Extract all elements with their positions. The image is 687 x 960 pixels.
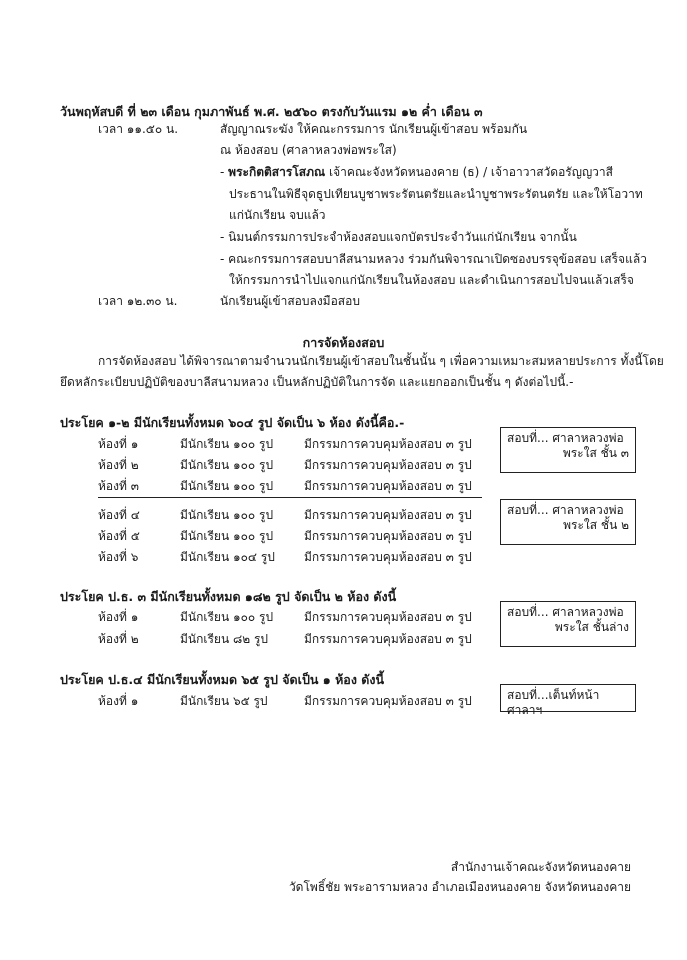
- intro-line: การจัดห้องสอบ ได้พิจารณาตามจำนวนนักเรียนผู้เข้าสอบในชั้นนั้น ๆ เพื่อความเหมาะสมหลายประการ ทั้งนี้โดย: [98, 354, 664, 368]
- room-proctors: มีกรรมการควบคุมห้องสอบ ๓ รูป: [304, 550, 472, 564]
- room-label: ห้องที่ ๒: [98, 632, 139, 646]
- footer-temple: วัดโพธิ์ชัย พระอารามหลวง อำเภอเมืองหนองคาย จังหวัดหนองคาย: [288, 880, 631, 894]
- exam-location-box: [500, 499, 636, 545]
- room-label: ห้องที่ ๓: [98, 479, 139, 493]
- footer-office: สำนักงานเจ้าคณะจังหวัดหนองคาย: [450, 860, 631, 874]
- bullet-committee: [220, 252, 647, 267]
- room-students: มีนักเรียน ๑๐๐ รูป: [180, 610, 274, 624]
- group-heading: ประโยค ๑-๒ มีนักเรียนทั้งหมด ๖๐๔ รูป จัดเป็น ๖ ห้อง ดังนี้คือ.-: [60, 415, 405, 430]
- bullet-dash: -: [220, 252, 229, 266]
- section-title: การจัดห้องสอบ: [302, 335, 385, 350]
- room-proctors: มีกรรมการควบคุมห้องสอบ ๓ รูป: [304, 694, 472, 708]
- time-1150: เวลา ๑๑.๕๐ น.: [98, 122, 179, 136]
- group-heading: ประโยค ป.ธ.๔ มีนักเรียนทั้งหมด ๖๕ รูป จัดเป็น ๑ ห้อง ดังนี้: [60, 672, 385, 687]
- room-label: ห้องที่ ๑: [98, 437, 139, 451]
- room-label: ห้องที่ ๑: [98, 610, 139, 624]
- location-line: พระใส ชั้นล่าง: [554, 620, 629, 634]
- schedule-line: สัญญาณระฆัง ให้คณะกรรมการ นักเรียนผู้เข้าสอบ พร้อมกัน: [220, 122, 528, 136]
- room-proctors: มีกรรมการควบคุมห้องสอบ ๓ รูป: [304, 437, 472, 451]
- schedule-line: ณ ห้องสอบ (ศาลาหลวงพ่อพระใส): [220, 143, 397, 157]
- location-line: สอบที่... ศาลาหลวงพ่อ: [507, 431, 624, 445]
- room-students: มีนักเรียน ๑๐๐ รูป: [180, 508, 274, 522]
- room-label: ห้องที่ ๕: [98, 529, 140, 543]
- room-label: ห้องที่ ๑: [98, 694, 139, 708]
- intro-line: ยึดหลักระเบียบปฏิบัติของบาลีสนามหลวง เป็นหลักปฏิบัติในการจัด และแยกออกเป็นชั้น ๆ ดังต่อไปนี้.-: [60, 375, 574, 389]
- room-students: มีนักเรียน ๑๐๐ รูป: [180, 437, 274, 451]
- room-students: มีนักเรียน ๘๒ รูป: [180, 632, 269, 646]
- room-proctors: มีกรรมการควบคุมห้องสอบ ๓ รูป: [304, 529, 472, 543]
- time-1230: เวลา ๑๒.๓๐ น.: [98, 294, 178, 308]
- exam-location-box: [500, 601, 636, 647]
- bullet-text: นิมนต์กรรมการประจำห้องสอบแจกบัตรประจำวันแก่นักเรียน จากนั้น: [228, 230, 577, 244]
- room-students: มีนักเรียน ๑๐๐ รูป: [180, 529, 274, 543]
- room-students: มีนักเรียน ๑๐๐ รูป: [180, 479, 274, 493]
- room-label: ห้องที่ ๒: [98, 458, 139, 472]
- location-line: สอบที่...เต็นท์หน้าศาลาฯ: [507, 688, 600, 717]
- room-students: มีนักเรียน ๖๕ รูป: [180, 694, 268, 708]
- bullet-text: แก่นักเรียน จบแล้ว: [229, 208, 326, 222]
- date-header: วันพฤหัสบดี ที่ ๒๓ เดือน กุมภาพันธ์ พ.ศ. ๒๕๖๐ ตรงกับวันแรม ๑๒ ค่ำ เดือน ๓: [60, 104, 483, 119]
- chair-name: พระกิตติสารโสภณ: [228, 165, 326, 179]
- room-proctors: มีกรรมการควบคุมห้องสอบ ๓ รูป: [304, 610, 472, 624]
- room-label: ห้องที่ ๔: [98, 508, 140, 522]
- location-line: พระใส ชั้น ๒: [563, 518, 629, 532]
- exam-location-box: [500, 427, 636, 473]
- bullet-text: เจ้าคณะจังหวัดหนองคาย (ธ) / เจ้าอาวาสวัดอรัญญวาสี: [328, 165, 613, 179]
- room-proctors: มีกรรมการควบคุมห้องสอบ ๓ รูป: [304, 632, 472, 646]
- bullet-invite: [220, 230, 577, 245]
- schedule-line: นักเรียนผู้เข้าสอบลงมือสอบ: [220, 294, 360, 308]
- bullet-dash: -: [220, 165, 229, 179]
- exam-location-box: [500, 684, 636, 717]
- room-proctors: มีกรรมการควบคุมห้องสอบ ๓ รูป: [304, 458, 472, 472]
- location-line: สอบที่... ศาลาหลวงพ่อ: [507, 503, 624, 517]
- bullet-dash: -: [220, 230, 229, 244]
- room-proctors: มีกรรมการควบคุมห้องสอบ ๓ รูป: [304, 508, 472, 522]
- bullet-text: ประธานในพิธีจุดธูปเทียนบูชาพระรัตนตรัยและนำบูชาพระรัตนตรัย และให้โอวาท: [229, 187, 643, 201]
- location-line: สอบที่... ศาลาหลวงพ่อ: [507, 605, 624, 619]
- divider-line: [98, 497, 482, 498]
- bullet-text: ให้กรรมการนำไปแจกแก่นักเรียนในห้องสอบ และดำเนินการสอบไปจนแล้วเสร็จ: [229, 273, 634, 287]
- room-students: มีนักเรียน ๑๐๐ รูป: [180, 458, 274, 472]
- group-heading: ประโยค ป.ธ. ๓ มีนักเรียนทั้งหมด ๑๘๒ รูป จัดเป็น ๒ ห้อง ดังนี้: [60, 589, 397, 604]
- bullet-text: คณะกรรมการสอบบาลีสนามหลวง ร่วมกันพิจารณาเปิดซองบรรจุข้อสอบ เสร็จแล้ว: [228, 252, 647, 266]
- room-students: มีนักเรียน ๑๐๔ รูป: [180, 550, 275, 564]
- location-line: พระใส ชั้น ๓: [562, 446, 629, 460]
- bullet-chair: [220, 165, 613, 180]
- room-label: ห้องที่ ๖: [98, 550, 139, 564]
- room-proctors: มีกรรมการควบคุมห้องสอบ ๓ รูป: [304, 479, 472, 493]
